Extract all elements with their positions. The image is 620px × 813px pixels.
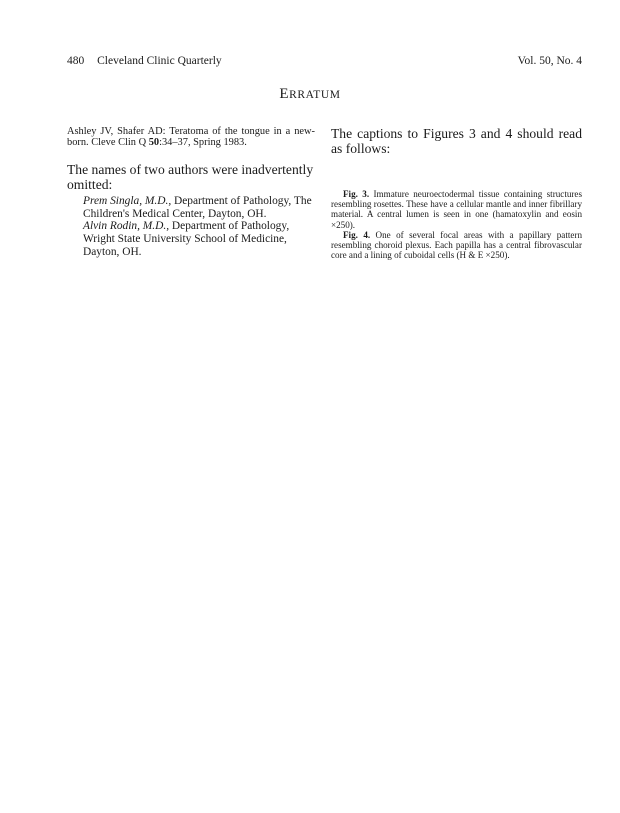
caption-text: Immature neuroectodermal tissue containing structures resembling rosettes. These have a cellular mantle and inner fibrillary material. A central lumen is seen in one (hamatoxylin and eosin ×250). [331,189,582,230]
author-name: Prem Singla, M.D., [83,194,172,207]
caption-text: One of several focal areas with a papillary pattern resembling choroid plexus. Each papilla has a central fibrovascular core and a lining of cuboidal cells (H & E ×250). [331,229,582,261]
running-header [67,55,582,71]
citation-text: Ashley JV, Shafer AD: Teratoma of the tongue in a new-born. Cleve Clin Q [67,126,315,149]
citation-volume: 50 [148,137,160,149]
author-affiliation: Department of Pathology, Wright State University School of Medicine, Dayton, OH. [83,220,290,258]
captions-lead: The captions to Figures 3 and 4 should read as follows: [331,126,582,156]
author-entry [67,220,315,258]
journal-name: Cleveland Clinic Quarterly [97,55,222,67]
article-citation [67,126,315,149]
author-entry [67,195,315,220]
volume-issue: Vol. 50, No. 4 [517,55,582,67]
page-title [0,86,620,103]
header-left [67,55,222,67]
title-initial: E [279,86,290,102]
figure-label: Fig. 4. [343,229,371,240]
figure-caption [331,189,582,230]
figure-captions [331,189,582,260]
left-column [67,126,315,258]
figure-caption [331,230,582,261]
author-name: Alvin Rodin, M.D., [83,220,170,233]
right-column [331,126,582,260]
omitted-authors-lead: The names of two authors were inadvertently omitted: [67,161,314,192]
title-rest: RRATUM [289,89,341,101]
figure-label: Fig. 3. [343,189,370,199]
citation-pages: :34–37, Spring 1983. [159,137,247,149]
author-affiliation: Department of Pathology, The Children's Medical Center, Dayton, OH. [83,194,312,220]
page-number: 480 [67,55,85,67]
